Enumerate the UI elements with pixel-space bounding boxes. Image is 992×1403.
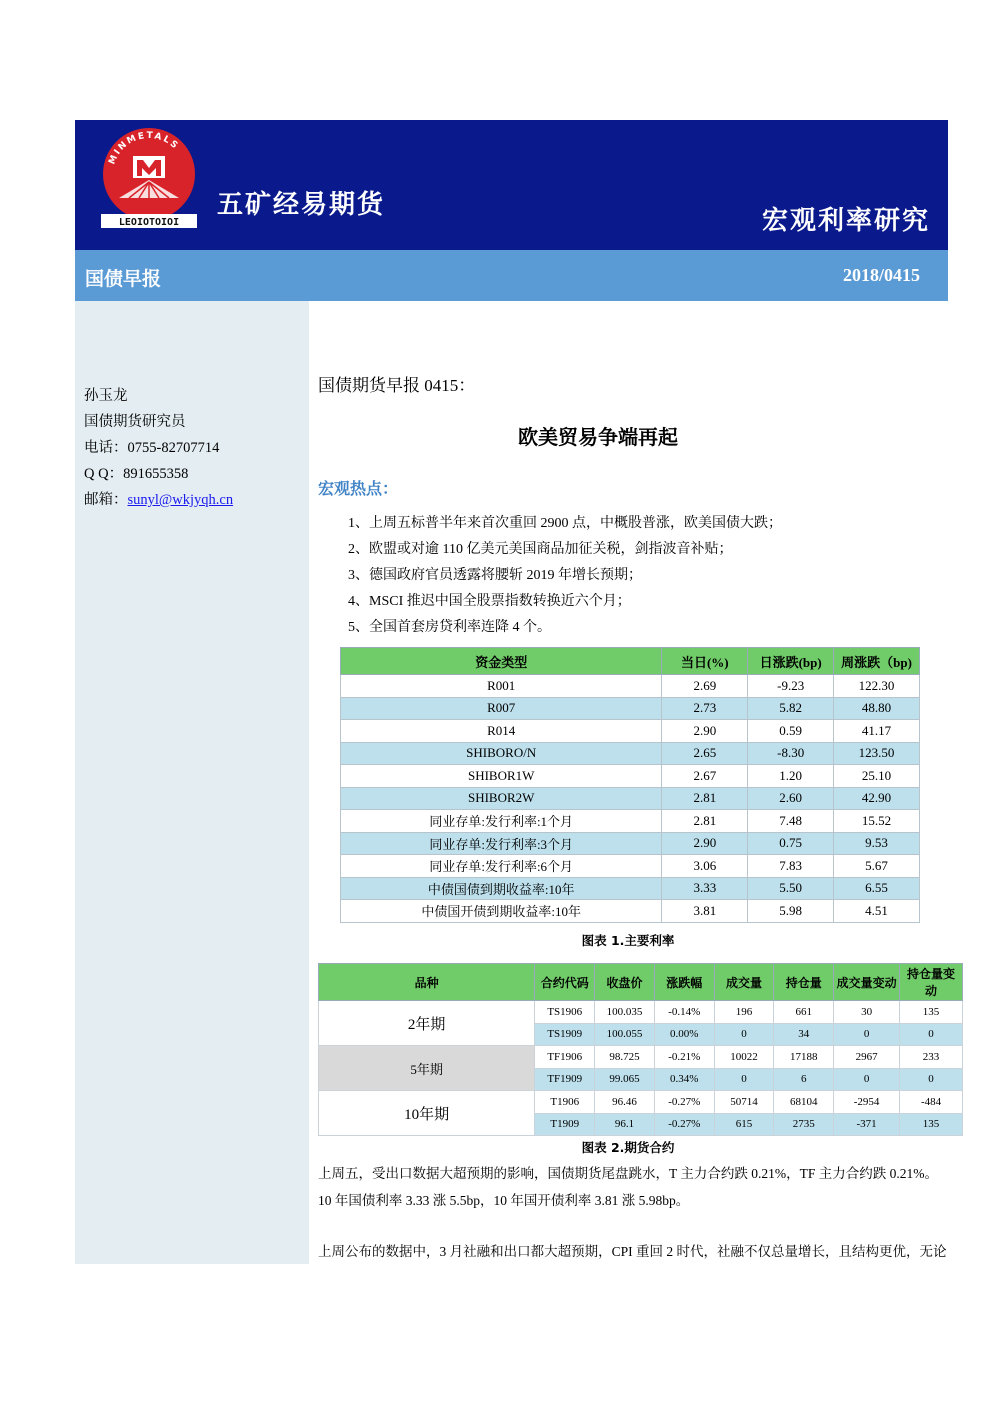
author-email-row: [84, 487, 233, 513]
table-cell: 2.81: [662, 810, 748, 833]
table-cell: 2.90: [662, 832, 748, 855]
table-cell: 661: [774, 1001, 834, 1024]
table-cell: -2954: [834, 1091, 900, 1114]
sidebar: [75, 301, 309, 1264]
table-row: [341, 765, 920, 788]
table-row: [341, 787, 920, 810]
table-cell: T1906: [535, 1091, 595, 1114]
table-cell: 1.20: [748, 765, 834, 788]
table-cell: 10022: [714, 1046, 774, 1069]
table-cell: 0: [834, 1023, 900, 1046]
table-cell: 2.90: [662, 720, 748, 743]
table-cell: 0.00%: [654, 1023, 714, 1046]
paragraph: 上周五，受出口数据大超预期的影响，国债期货尾盘跳水，T 主力合约跌 0.21%，TF 主力合约跌 0.21%。10 年国债利率 3.33 涨 5.5bp，10 年国开债利率 3.81 涨 5.98bp。: [318, 1166, 938, 1208]
column-header: 日涨跌(bp): [748, 648, 834, 675]
table-cell: 3.06: [662, 855, 748, 878]
list-item: 5、全国首套房贷利率连降 4 个。: [348, 620, 551, 635]
header-banner: [75, 120, 948, 250]
table-cell: 7.48: [748, 810, 834, 833]
table-cell: 0.59: [748, 720, 834, 743]
table-cell: R001: [341, 675, 662, 698]
table-cell: 5.82: [748, 697, 834, 720]
table-cell: 同业存单:发行利率:3个月: [341, 832, 662, 855]
table-row: [341, 720, 920, 743]
table-cell: SHIBOR2W: [341, 787, 662, 810]
author-name: 孙玉龙: [84, 388, 128, 404]
company-name: 五矿经易期货: [217, 190, 386, 220]
table-cell: TS1909: [535, 1023, 595, 1046]
table-cell: TS1906: [535, 1001, 595, 1024]
table-cell: 122.30: [834, 675, 920, 698]
table-cell: SHIBORO/N: [341, 742, 662, 765]
column-header: 收盘价: [595, 964, 655, 1001]
report-type: 国债早报: [85, 268, 162, 290]
table-cell: 17188: [774, 1046, 834, 1069]
author-qq: Q Q：891655358: [84, 466, 189, 482]
table-cell: 135: [900, 1001, 963, 1024]
table-cell: R007: [341, 697, 662, 720]
report-subbar: [75, 250, 948, 301]
table-cell: 2.60: [748, 787, 834, 810]
report-title: 国债期货早报 0415：: [318, 376, 476, 395]
table-cell: 100.035: [595, 1001, 655, 1024]
svg-text:LEOIOTOIOI: LEOIOTOIOI: [118, 217, 180, 228]
table-cell: 6.55: [834, 877, 920, 900]
table-cell: TF1909: [535, 1068, 595, 1091]
minmetals-logo: [99, 128, 203, 232]
product-cell: 5年期: [319, 1046, 535, 1091]
table-cell: 25.10: [834, 765, 920, 788]
interest-rate-table: [340, 647, 920, 923]
table-cell: 0.75: [748, 832, 834, 855]
table-cell: 0: [900, 1068, 963, 1091]
table-cell: 233: [900, 1046, 963, 1069]
column-header: 当日(%): [662, 648, 748, 675]
table-cell: 50714: [714, 1091, 774, 1114]
column-header: 品种: [319, 964, 535, 1001]
futures-table: [318, 963, 963, 1136]
column-header: 成交量: [714, 964, 774, 1001]
table-row: [341, 877, 920, 900]
table-cell: 0: [714, 1023, 774, 1046]
author-title: 国债期货研究员: [84, 414, 186, 430]
table-cell: 135: [900, 1113, 963, 1136]
table-cell: 0: [900, 1023, 963, 1046]
column-header: 合约代码: [535, 964, 595, 1001]
table-cell: 7.83: [748, 855, 834, 878]
table-cell: -0.21%: [654, 1046, 714, 1069]
report-date: 2018/0415: [842, 265, 920, 285]
table-cell: SHIBOR1W: [341, 765, 662, 788]
table-cell: 2.67: [662, 765, 748, 788]
table-row: [341, 810, 920, 833]
table-row: [341, 675, 920, 698]
product-cell: 2年期: [319, 1001, 535, 1046]
svg-text:MINMETALS: MINMETALS: [107, 130, 181, 167]
table-cell: 96.46: [595, 1091, 655, 1114]
table-caption: 图表 1.主要利率: [581, 933, 675, 948]
table-cell: 2.65: [662, 742, 748, 765]
table-cell: 196: [714, 1001, 774, 1024]
table-cell: 34: [774, 1023, 834, 1046]
table-cell: 中债国开债到期收益率:10年: [341, 900, 662, 923]
section-title: 宏观利率研究: [761, 206, 930, 236]
column-header: 资金类型: [341, 648, 662, 675]
table-cell: 98.725: [595, 1046, 655, 1069]
table-cell: 0: [714, 1068, 774, 1091]
table-cell: 4.51: [834, 900, 920, 923]
table-cell: 5.50: [748, 877, 834, 900]
paragraph: 上周公布的数据中，3 月社融和出口都大超预期，CPI 重回 2 时代，社融不仅总量增长，且结构更优，无论: [318, 1244, 947, 1259]
table-row: [319, 1091, 963, 1114]
table-cell: -484: [900, 1091, 963, 1114]
column-header: 成交量变动: [834, 964, 900, 1001]
table-cell: 41.17: [834, 720, 920, 743]
list-item: 1、上周五标普半年来首次重回 2900 点，中概股普涨，欧美国债大跌；: [348, 516, 782, 531]
table-cell: 9.53: [834, 832, 920, 855]
email-link[interactable]: sunyl@wkjyqh.cn: [127, 492, 234, 508]
table-row: [341, 900, 920, 923]
table-cell: 30: [834, 1001, 900, 1024]
table-cell: 0: [834, 1068, 900, 1091]
table-row: [319, 1001, 963, 1024]
table-row: [341, 855, 920, 878]
table-cell: 15.52: [834, 810, 920, 833]
table-cell: 42.90: [834, 787, 920, 810]
table-cell: -0.27%: [654, 1091, 714, 1114]
table-cell: 0.34%: [654, 1068, 714, 1091]
table-cell: 2.69: [662, 675, 748, 698]
table-row: [341, 742, 920, 765]
table-cell: 3.33: [662, 877, 748, 900]
table-cell: 123.50: [834, 742, 920, 765]
table-cell: TF1906: [535, 1046, 595, 1069]
table-cell: T1909: [535, 1113, 595, 1136]
table-cell: 同业存单:发行利率:6个月: [341, 855, 662, 878]
table-cell: -371: [834, 1113, 900, 1136]
column-header: 持仓量: [774, 964, 834, 1001]
column-header: 涨跌幅: [654, 964, 714, 1001]
table-cell: 同业存单:发行利率:1个月: [341, 810, 662, 833]
list-item: 3、德国政府官员透露将腰斩 2019 年增长预期；: [348, 568, 642, 583]
table-cell: 2.73: [662, 697, 748, 720]
table-cell: 6: [774, 1068, 834, 1091]
table-cell: -8.30: [748, 742, 834, 765]
table-header-row: [319, 964, 963, 1001]
table-cell: 2.81: [662, 787, 748, 810]
table-cell: 96.1: [595, 1113, 655, 1136]
column-header: 周涨跌（bp): [834, 648, 920, 675]
table-header-row: [341, 648, 920, 675]
table-caption: 图表 2.期货合约: [581, 1140, 675, 1155]
table-cell: 99.065: [595, 1068, 655, 1091]
table-row: [341, 697, 920, 720]
table-row: [341, 832, 920, 855]
table-cell: 68104: [774, 1091, 834, 1114]
list-item: 4、MSCI 推迟中国全股票指数转换近六个月；: [348, 594, 631, 609]
table-cell: 中债国债到期收益率:10年: [341, 877, 662, 900]
table-cell: R014: [341, 720, 662, 743]
table-cell: 3.81: [662, 900, 748, 923]
table-cell: 2967: [834, 1046, 900, 1069]
table-cell: 100.055: [595, 1023, 655, 1046]
table-cell: 5.98: [748, 900, 834, 923]
table-cell: -0.27%: [654, 1113, 714, 1136]
headline: 欧美贸易争端再起: [518, 425, 678, 449]
table-row: [319, 1046, 963, 1069]
table-cell: -9.23: [748, 675, 834, 698]
email-label: 邮箱：: [84, 492, 128, 508]
table-cell: -0.14%: [654, 1001, 714, 1024]
hot-topics-title: 宏观热点：: [318, 479, 399, 498]
list-item: 2、欧盟或对逾 110 亿美元美国商品加征关税，剑指波音补贴；: [348, 542, 733, 557]
table-cell: 2735: [774, 1113, 834, 1136]
table-cell: 5.67: [834, 855, 920, 878]
author-info: [84, 383, 233, 513]
hot-topics-list: [348, 511, 782, 641]
product-cell: 10年期: [319, 1091, 535, 1136]
table-cell: 615: [714, 1113, 774, 1136]
author-phone: 电话：0755-82707714: [84, 440, 220, 456]
column-header: 持仓量变动: [900, 964, 963, 1001]
table-cell: 48.80: [834, 697, 920, 720]
